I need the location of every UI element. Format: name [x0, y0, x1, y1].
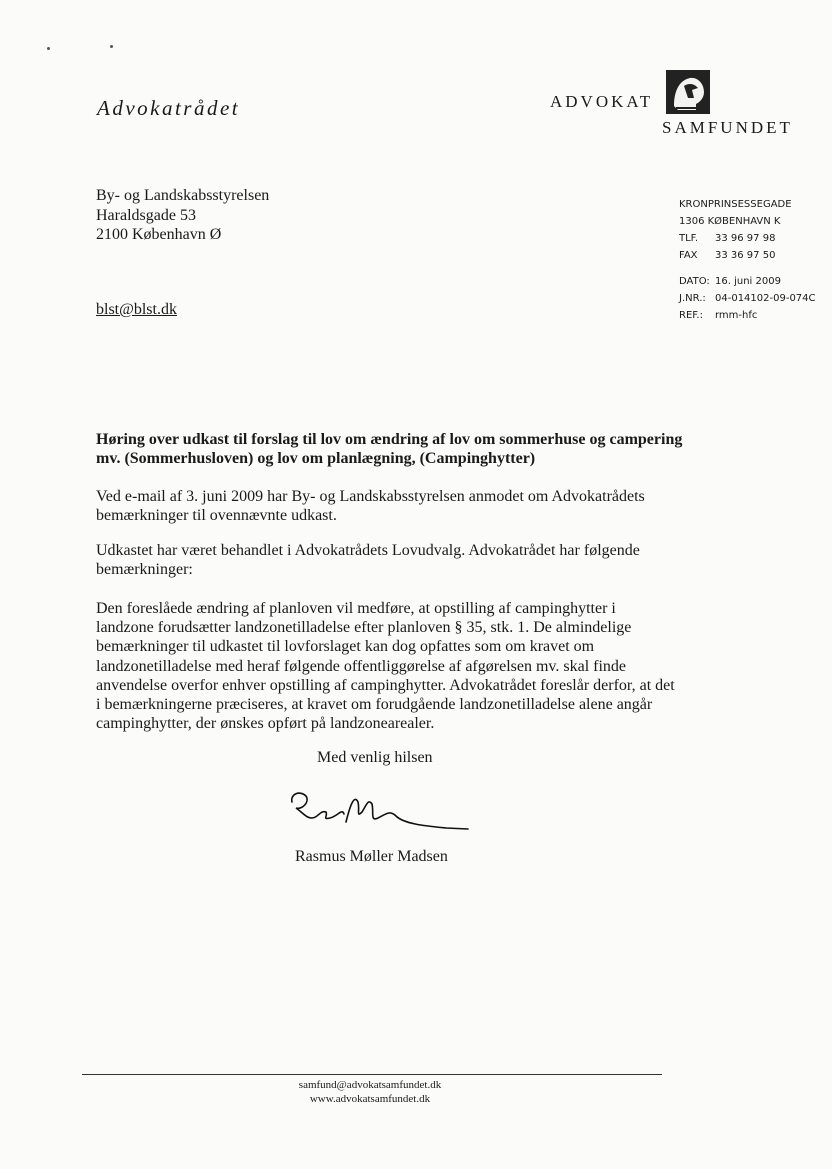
sender-phone: TLF. 33 96 97 98	[679, 233, 776, 244]
logo-text-top: ADVOKAT	[550, 92, 654, 111]
footer-website-link[interactable]: www.advokatsamfundet.dk	[309, 1093, 431, 1105]
sender-fax: FAX 33 36 97 50	[679, 250, 776, 261]
reference: REF.: rmm-hfc	[679, 310, 758, 321]
sender-street: KRONPRINSESSEGADE	[679, 199, 792, 210]
sender-block	[679, 196, 816, 324]
letterhead-title: Advokatrådet	[97, 96, 241, 120]
scan-speck	[110, 45, 113, 48]
footer-divider	[82, 1074, 662, 1075]
logo-text-bottom: SAMFUNDET	[662, 118, 793, 137]
body-paragraph-1: Ved e-mail af 3. juni 2009 har By- og Landskabsstyrelsen anmodet om Advokatrådets bemærkninger til ovennævnte udkast.	[96, 488, 645, 525]
footer-email-link[interactable]: samfund@advokatsamfundet.dk	[298, 1079, 442, 1091]
recipient-city: 2100 København Ø	[96, 226, 222, 243]
helmet-logo-icon	[664, 68, 712, 116]
recipient-name: By- og Landskabsstyrelsen	[96, 187, 270, 204]
handwritten-signature	[286, 788, 471, 838]
body-paragraph-3: Den foreslåede ændring af planloven vil medføre, at opstilling af campinghytter i landzone forudsætter landzonetilladelse efter planloven § 35, stk. 1. De almindelige bemærkninger til udkastet til lovforslaget kan dog opfattes som om kravet om landzonetilladelse med heraf følgende offentliggørelse af afgørelsen mv. skal finde anvendelse overfor enhver opstilling af campinghytter. Advokatrådet foreslår derfor, at det i bemærkningerne præciseres, at kravet om forudgående landzonetilladelse alene angår campinghytter, der ønskes opført på landzonearealer.	[96, 600, 675, 733]
scan-speck	[47, 47, 50, 50]
sender-city: 1306 KØBENHAVN K	[679, 216, 781, 227]
signer-name: Rasmus Møller Madsen	[295, 848, 448, 865]
recipient-email-link[interactable]: blst@blst.dk	[96, 301, 177, 318]
recipient-address	[96, 186, 269, 245]
body-paragraph-2: Udkastet har været behandlet i Advokatrådets Lovudvalg. Advokatrådet har følgende bemærkninger:	[96, 542, 640, 579]
letter-subject: Høring over udkast til forslag til lov om ændring af lov om sommerhuse og campering mv. (Sommerhusloven) og lov om planlægning, (Campinghytter)	[96, 431, 683, 467]
recipient-street: Haraldsgade 53	[96, 206, 196, 224]
journal-number: J.NR.: 04-014102-09-074C	[679, 293, 816, 304]
letter-date: DATO: 16. juni 2009	[679, 276, 781, 287]
closing-greeting: Med venlig hilsen	[317, 749, 433, 766]
